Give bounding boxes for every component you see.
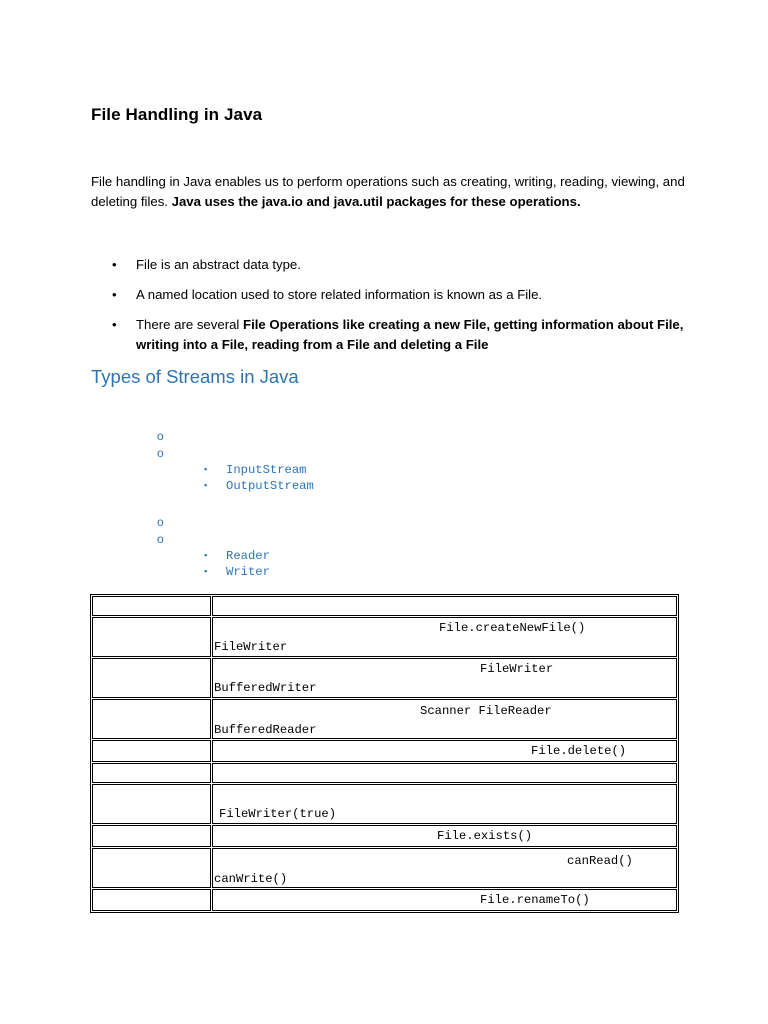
circle-bullet-icon: o [157, 446, 164, 460]
table-cell [92, 617, 211, 657]
list-item [91, 315, 691, 354]
circle-bullet-icon: o [157, 532, 164, 546]
table-cell [212, 699, 677, 739]
table-cell [92, 658, 211, 698]
table-row [92, 763, 677, 783]
list-item [157, 462, 457, 478]
table-cell [212, 784, 677, 824]
method-text: FileWriter [214, 640, 288, 654]
method-text: BufferedWriter [214, 681, 317, 695]
list-item [91, 255, 691, 275]
table-row [92, 596, 677, 616]
list-item [157, 478, 457, 494]
stream-class-name: InputStream [226, 463, 307, 477]
method-text: File.delete() [531, 744, 627, 758]
table-cell [92, 596, 211, 616]
bullet-text: A named location used to store related information is known as a File. [136, 287, 543, 302]
bullet-icon: • [112, 317, 117, 332]
method-text: BufferedReader [214, 723, 317, 737]
table-row [92, 848, 677, 888]
page-title: File Handling in Java [91, 105, 263, 124]
intro-paragraph [91, 172, 691, 211]
table-cell [212, 848, 677, 888]
file-operations-table [90, 594, 679, 913]
intro-text: File handling in Java enables us to perform operations such as creating, writing, reading, viewing, and deleting files. [91, 174, 685, 209]
table-cell [212, 763, 677, 783]
square-bullet-icon: ▪ [203, 481, 209, 491]
table-cell [212, 740, 677, 762]
table-row [92, 784, 677, 824]
method-text: Scanner FileReader [420, 704, 552, 718]
square-bullet-icon: ▪ [203, 567, 209, 577]
table-cell [92, 763, 211, 783]
stream-types-list [157, 428, 457, 580]
method-text: canWrite() [214, 872, 288, 886]
list-item [91, 285, 691, 305]
table-row [92, 740, 677, 762]
method-text: canRead() [567, 854, 633, 868]
table-row [92, 825, 677, 847]
list-item [157, 564, 457, 580]
table-row [92, 699, 677, 739]
bullet-text: File is an abstract data type. [136, 257, 301, 272]
stream-class-name: Reader [226, 549, 270, 563]
table-row [92, 658, 677, 698]
method-text: FileWriter(true) [219, 807, 337, 821]
table-cell [212, 825, 677, 847]
circle-bullet-icon: o [157, 515, 164, 529]
table-row [92, 889, 677, 911]
list-item [157, 548, 457, 564]
square-bullet-icon: ▪ [203, 465, 209, 475]
intro-bold-text: Java uses the java.io and java.util packages for these operations. [171, 193, 581, 209]
stream-class-name: Writer [226, 565, 270, 579]
square-bullet-icon: ▪ [203, 551, 209, 561]
method-text: File.renameTo() [480, 893, 590, 907]
table-cell [92, 889, 211, 911]
bullet-list [91, 255, 691, 365]
table-row [92, 617, 677, 657]
table-cell [212, 617, 677, 657]
circle-bullet-icon: o [157, 429, 164, 443]
table-cell [92, 699, 211, 739]
table-cell [212, 596, 677, 616]
table-cell [212, 889, 677, 911]
table-cell [212, 658, 677, 698]
bullet-text: There are several [136, 317, 244, 332]
bullet-bold-text: File Operations like creating a new File, getting information about File, writing into a File, reading from a File and deleting a File [136, 317, 684, 352]
table-cell [92, 784, 211, 824]
stream-class-name: OutputStream [226, 479, 314, 493]
table-cell [92, 740, 211, 762]
table-cell [92, 848, 211, 888]
method-text: File.exists() [437, 829, 533, 843]
bullet-icon: • [112, 287, 117, 302]
method-text: FileWriter [480, 662, 554, 676]
bullet-icon: • [112, 257, 117, 272]
method-text: File.createNewFile() [439, 621, 586, 635]
section-heading: Types of Streams in Java [91, 366, 299, 387]
table-cell [92, 825, 211, 847]
